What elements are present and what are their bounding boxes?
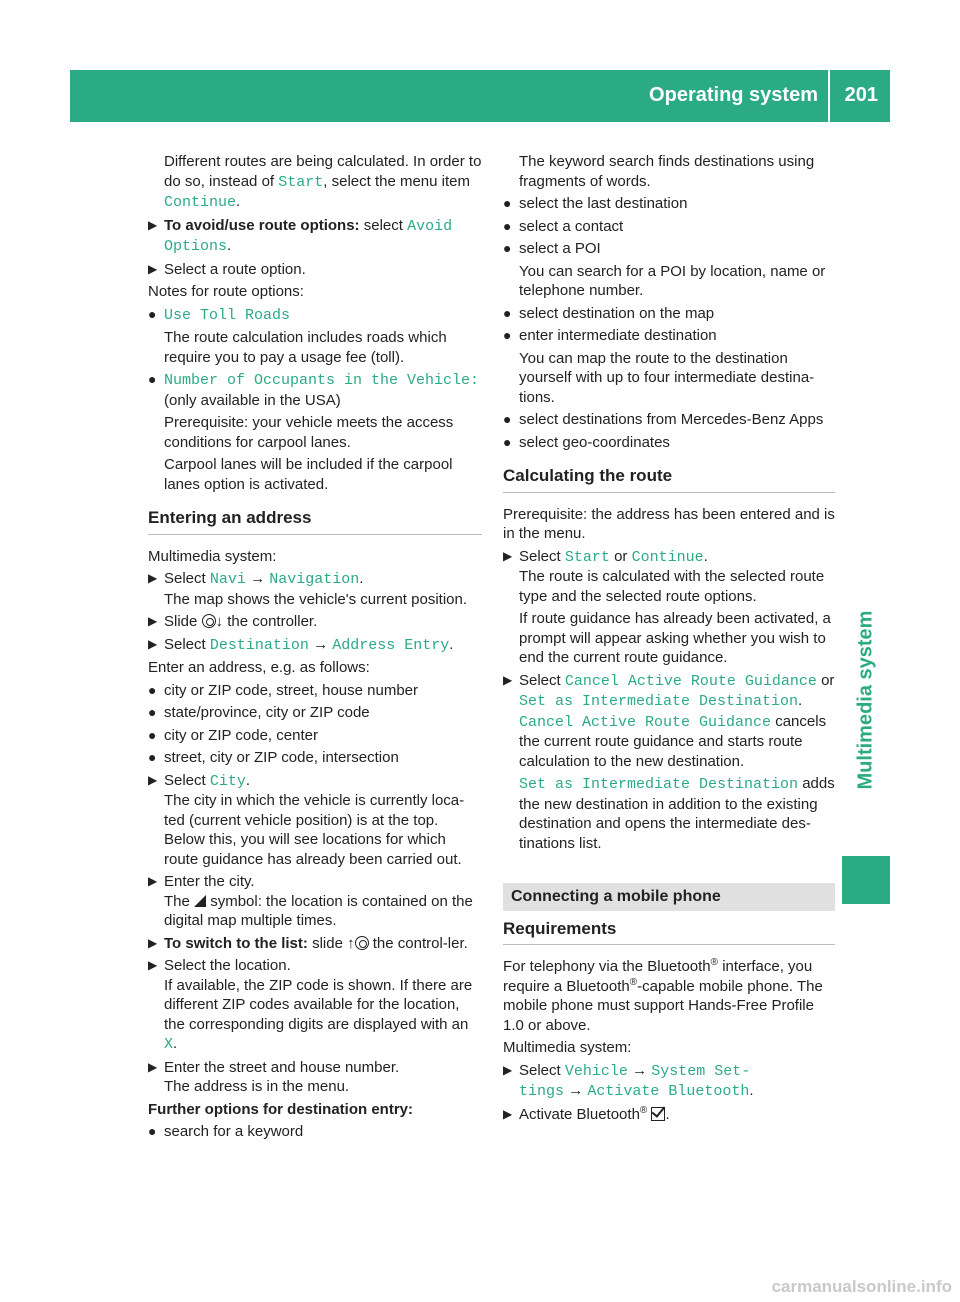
box-heading: Connecting a mobile phone <box>503 883 835 911</box>
left-column <box>148 152 482 1145</box>
list-item: ● street, city or ZIP code, intersection <box>148 749 399 766</box>
step: ▶ Select City. The city in which the vehicle is currently loca-ted (current vehicle position) is at the top. Below this, you will see locations for which route guidance has already been carried out. <box>148 771 465 868</box>
paragraph: Multimedia system: <box>148 547 277 565</box>
step-marker-icon: ▶ <box>148 217 158 232</box>
side-tab-square <box>842 856 890 904</box>
page-number: 201 <box>844 84 878 106</box>
paragraph: Set as Intermediate Destination adds the new destination in addition to the existing destination and opens the intermediate des-tinations list. <box>519 775 835 852</box>
list-item: ● select a contact <box>503 217 624 235</box>
bullet-icon: ● <box>148 726 157 743</box>
bullet-icon: ● <box>148 681 157 698</box>
step-marker-icon: ▶ <box>148 1059 158 1074</box>
list-item: ● Use Toll Roads <box>148 305 291 324</box>
list-item: ● enter intermediate destination <box>503 327 717 344</box>
section-heading: Entering an address <box>148 508 482 535</box>
bullet-icon: ● <box>503 327 512 343</box>
paragraph: For telephony via the Bluetooth® interface, you require a Bluetooth®-capable mobile phone. The mobile phone must support Hands-Free Profile 1.0 or above. <box>503 957 823 1034</box>
list-item: ● select geo-coordinates <box>503 433 670 451</box>
bullet-icon: ● <box>503 217 512 234</box>
step-marker-icon: ▶ <box>503 1106 513 1121</box>
bullet-icon: ● <box>503 240 512 256</box>
step-marker-icon: ▶ <box>503 672 513 687</box>
step: ▶ Select Start or Continue. The route is calculated with the selected route type and the selected route options. <box>503 547 825 605</box>
side-tab <box>842 150 890 1210</box>
side-tab-label: Multimedia system <box>854 610 877 790</box>
header-title: Operating system <box>649 84 818 106</box>
list-item: ● city or ZIP code, center <box>148 726 318 744</box>
step: ▶ To avoid/use route options: select Avoid Options. <box>148 216 453 255</box>
step-marker-icon: ▶ <box>148 958 158 972</box>
header-bar <box>70 70 890 122</box>
paragraph: Different routes are being calculated. In order to do so, instead of Start, select the menu item Continue. <box>164 153 482 211</box>
step: ▶ Select Destination → Address Entry. <box>148 635 454 654</box>
paragraph: Prerequisite: your vehicle meets the access conditions for carpool lanes. <box>164 414 454 451</box>
paragraph: You can search for a POI by location, name or telephone number. <box>519 262 826 299</box>
step: ▶ Select a route option. <box>148 260 306 278</box>
step-marker-icon: ▶ <box>503 1062 513 1077</box>
step-marker-icon: ▶ <box>148 772 158 787</box>
list-item: ● search for a keyword <box>148 1123 304 1140</box>
list-item: ● city or ZIP code, street, house number <box>148 681 419 699</box>
bullet-icon: ● <box>503 433 512 450</box>
paragraph: Multimedia system: <box>503 1039 632 1056</box>
paragraph: Carpool lanes will be included if the carpool lanes option is activated. <box>164 456 453 493</box>
paragraph: The route calculation includes roads which require you to pay a usage fee (toll). <box>164 329 447 366</box>
paragraph: Notes for route options: <box>148 283 304 300</box>
paragraph: Enter an address, e.g. as follows: <box>148 659 370 676</box>
step-marker-icon: ▶ <box>148 571 158 585</box>
checkbox-icon <box>651 1107 665 1121</box>
list-item: ● select the last destination <box>503 195 688 212</box>
list-item: ● select destination on the map <box>503 304 715 322</box>
bullet-icon: ● <box>148 749 157 765</box>
step: ▶ Slide ↓ the controller. <box>148 613 318 630</box>
paragraph: If route guidance has already been activated, a prompt will appear asking whether you wish to end the current route guidance. <box>519 610 831 666</box>
step-marker-icon: ▶ <box>148 874 158 888</box>
bullet-icon: ● <box>148 305 157 322</box>
right-column <box>503 152 835 1127</box>
paragraph: Prerequisite: the address has been entered and is in the menu. <box>503 505 835 542</box>
step: ▶ To switch to the list: slide ↑ the control-ler. <box>148 934 468 952</box>
bullet-icon: ● <box>503 304 512 321</box>
paragraph: Further options for destination entry: <box>148 1100 413 1118</box>
step-marker-icon: ▶ <box>148 261 158 276</box>
step: ▶ Select Vehicle → System Set- tings → Activate Bluetooth. <box>503 1061 754 1100</box>
bullet-icon: ● <box>148 704 157 720</box>
step-marker-icon: ▶ <box>148 636 158 651</box>
step: ▶ Select Navi → Navigation. The map shows the vehicle's current position. <box>148 570 468 608</box>
list-item: ● state/province, city or ZIP code <box>148 704 370 721</box>
step-marker-icon: ▶ <box>503 548 513 563</box>
multiple-location-icon <box>194 895 206 907</box>
bullet-icon: ● <box>148 1123 157 1139</box>
bullet-icon: ● <box>503 411 512 427</box>
watermark: carmanualsonline.info <box>771 1276 952 1296</box>
step: ▶ Select Cancel Active Route Guidance or Set as Intermediate Destination. Cancel Active Route Guidance cancels the current route guidance and starts route calculation to the new destination. <box>503 671 835 770</box>
header-divider <box>828 70 830 122</box>
list-item: ● Number of Occupants in the Vehicle: (only available in the USA) <box>148 371 480 409</box>
step: ▶ Activate Bluetooth® . <box>503 1104 670 1123</box>
paragraph: You can map the route to the destination yourself with up to four intermediate destina-tions. <box>519 349 815 406</box>
step: ▶ Select the location. If available, the ZIP code is shown. If there are different ZIP codes available for the location, the corresponding digits are displayed with an X. <box>148 957 473 1053</box>
section-heading: Requirements <box>503 919 835 946</box>
step-marker-icon: ▶ <box>148 935 158 950</box>
step: ▶ Enter the city. The symbol: the location is contained on the digital map multiple times. <box>148 873 473 929</box>
controller-icon <box>355 936 369 950</box>
step-marker-icon: ▶ <box>148 614 158 628</box>
bullet-icon: ● <box>148 371 157 387</box>
section-heading: Calculating the route <box>503 466 835 493</box>
paragraph: The keyword search finds destinations using fragments of words. <box>519 153 815 190</box>
controller-icon <box>202 614 216 628</box>
bullet-icon: ● <box>503 195 512 211</box>
step: ▶ Enter the street and house number. The address is in the menu. <box>148 1058 400 1095</box>
list-item: ● select destinations from Mercedes-Benz Apps <box>503 411 824 428</box>
list-item: ● select a POI <box>503 240 601 257</box>
